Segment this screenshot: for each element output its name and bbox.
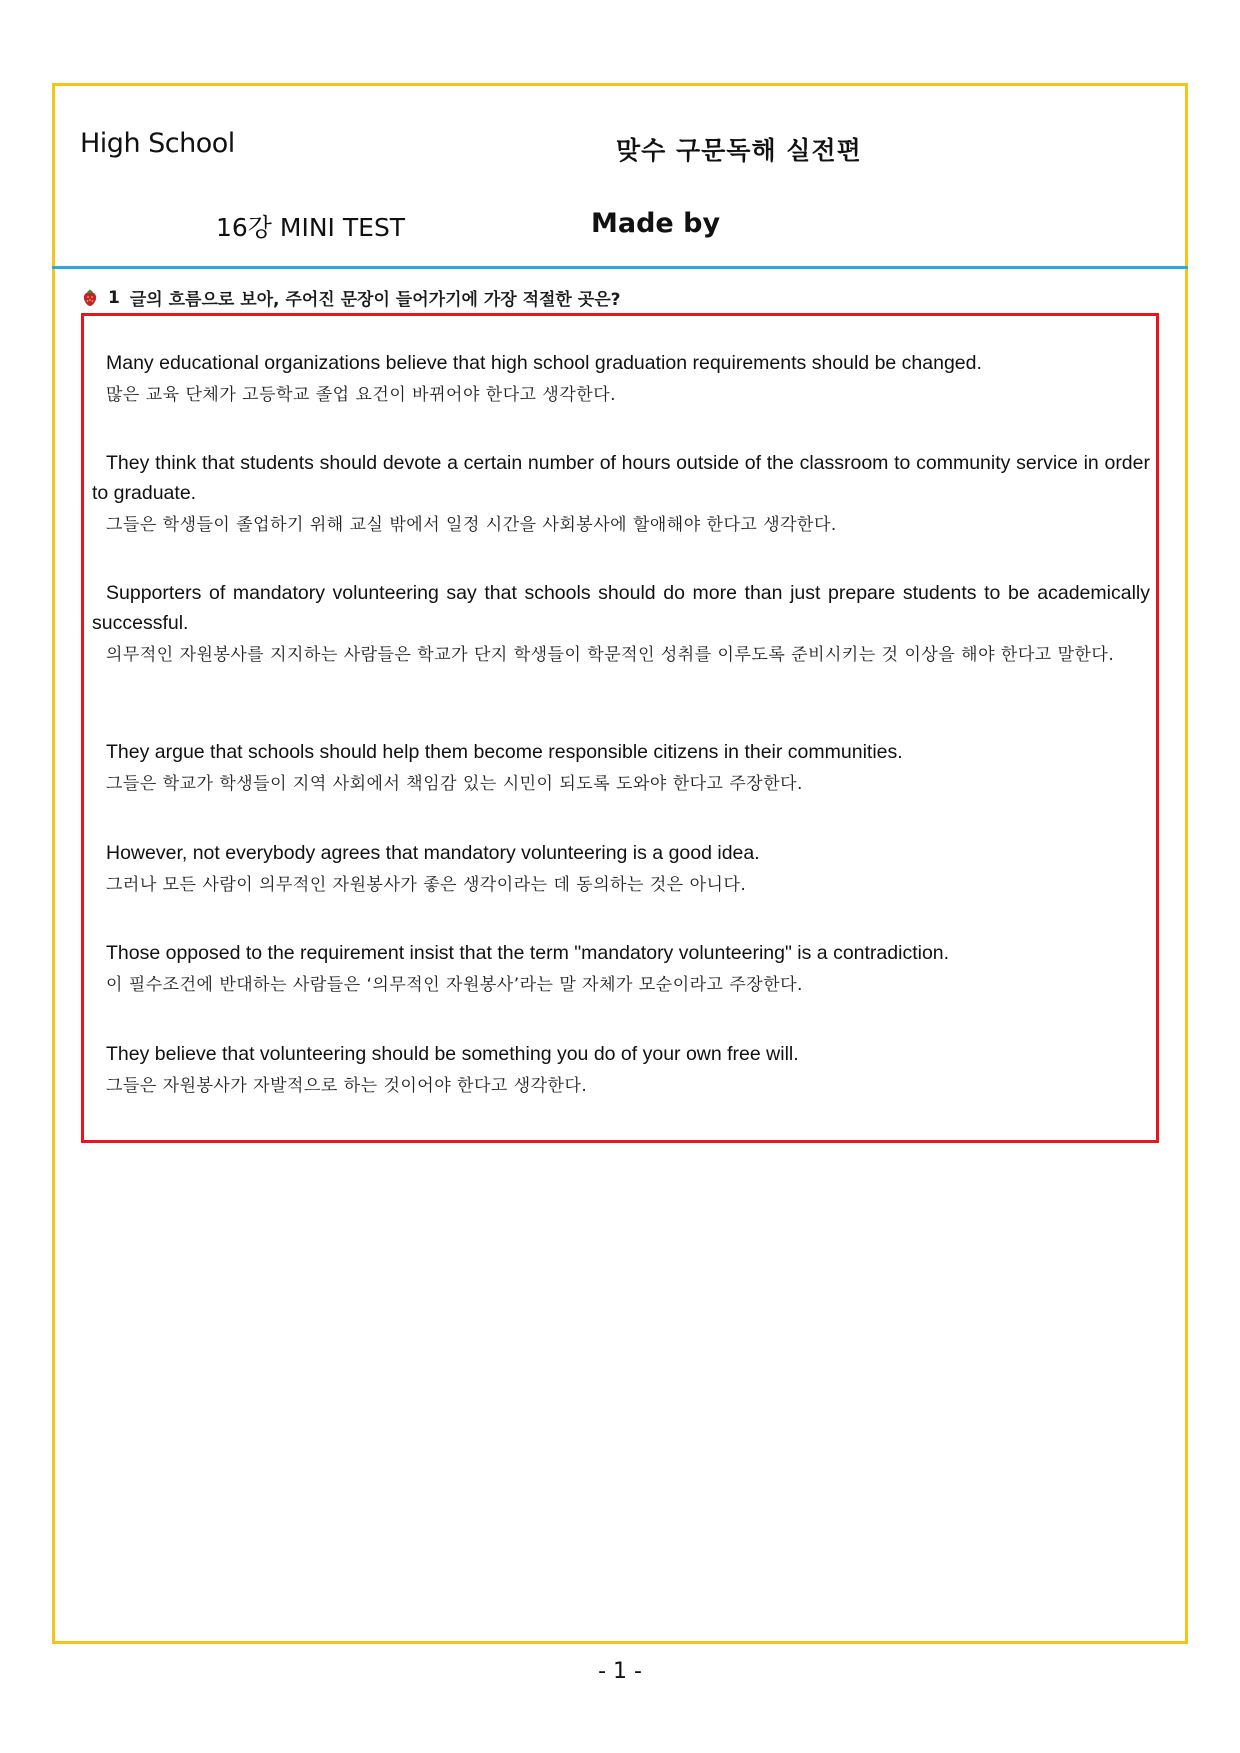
sentence-korean: 그러나 모든 사람이 의무적인 자원봉사가 좋은 생각이라는 데 동의하는 것은 아니다. (106, 875, 747, 895)
strawberry-icon (82, 289, 98, 307)
sentence-english: They think that students should devote a certain number of hours outside of the classroom to community service in order to graduate. (92, 452, 1150, 504)
header-divider (52, 266, 1188, 269)
question-number: 1 (108, 287, 120, 308)
question-heading (82, 285, 620, 310)
sentence-pair-6 (92, 938, 1150, 1000)
book-title: 맞수 구문독해 실전편 (616, 136, 862, 165)
sentence-pair-4 (92, 737, 1150, 799)
question-text: 글의 흐름으로 보아, 주어진 문장이 들어가기에 가장 적절한 곳은? (129, 290, 621, 310)
sentence-korean: 그들은 학생들이 졸업하기 위해 교실 밖에서 일정 시간을 사회봉사에 할애해야 한다고 생각한다. (106, 515, 837, 535)
sentence-pair-2 (92, 448, 1150, 540)
sentence-english: Supporters of mandatory volunteering say that schools should do more than just prepare students to be academically successful. (92, 582, 1150, 634)
sentence-korean: 이 필수조건에 반대하는 사람들은 ‘의무적인 자원봉사’라는 말 자체가 모순이라고 주장한다. (106, 975, 803, 995)
sentence-english: Many educational organizations believe that high school graduation requirements should be changed. (106, 352, 982, 374)
page-number: - 1 - (598, 1659, 642, 1684)
sentence-pair-1 (92, 348, 1150, 410)
made-by-label: Made by (591, 208, 721, 239)
sentence-pair-5 (92, 838, 1150, 900)
sentence-english: However, not everybody agrees that mandatory volunteering is a good idea. (106, 842, 760, 864)
sentence-english: They argue that schools should help them become responsible citizens in their communities. (106, 741, 903, 763)
sentence-korean: 많은 교육 단체가 고등학교 졸업 요건이 바뀌어야 한다고 생각한다. (106, 385, 617, 405)
sentence-pair-3 (92, 578, 1150, 670)
sentence-pair-7 (92, 1039, 1150, 1101)
sentence-english: They believe that volunteering should be something you do of your own free will. (106, 1043, 799, 1065)
sentence-korean: 그들은 자원봉사가 자발적으로 하는 것이어야 한다고 생각한다. (106, 1076, 588, 1096)
sentence-korean: 의무적인 자원봉사를 지지하는 사람들은 학교가 단지 학생들이 학문적인 성취를 이루도록 준비시키는 것 이상을 해야 한다고 말한다. (106, 645, 1115, 665)
school-level: High School (80, 128, 235, 159)
sentence-korean: 그들은 학교가 학생들이 지역 사회에서 책임감 있는 시민이 되도록 도와야 한다고 주장한다. (106, 774, 803, 794)
passage-box (81, 313, 1159, 1143)
sentence-english: Those opposed to the requirement insist that the term "mandatory volunteering" is a contradiction. (106, 942, 950, 964)
lesson-title: 16강 MINI TEST (216, 213, 406, 242)
